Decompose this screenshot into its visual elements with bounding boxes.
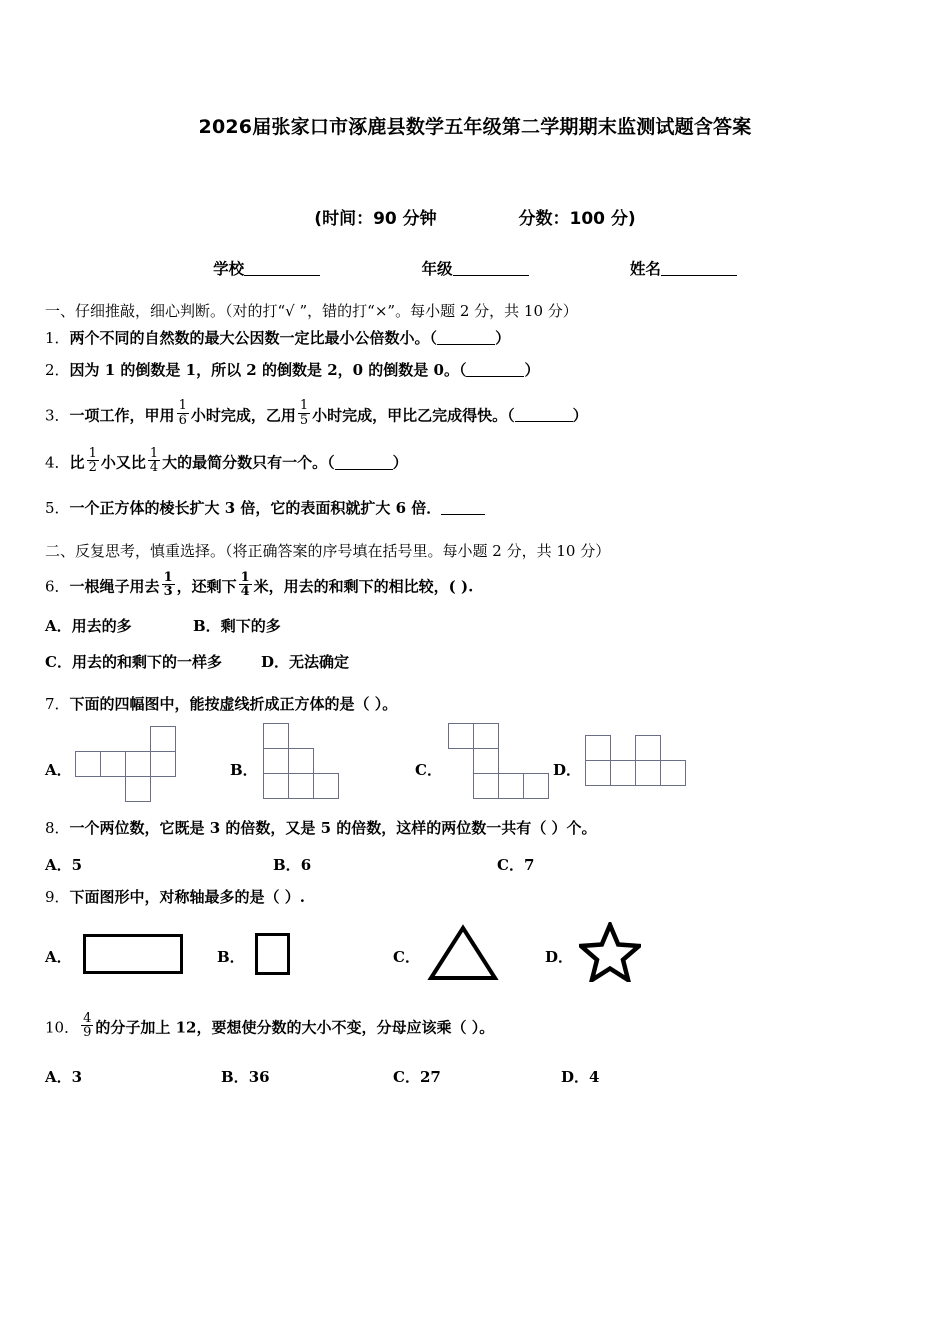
fraction-numerator: 1 [88,445,97,461]
question-9-text: 下面图形中，对称轴最多的是（ ）. [69,887,305,906]
net-cell [585,735,611,761]
question-7-option-b-tag[interactable]: B． [230,761,258,779]
question-9-number: 9． [45,887,70,906]
net-cell [125,751,151,777]
question-3-text-4: ） [572,406,588,425]
question-4-text-3: 大的最简分数只有一个。（ [162,453,335,472]
question-1-blank[interactable] [437,344,495,345]
fraction-denominator: 4 [240,583,250,599]
question-3-fraction-1 [177,399,189,427]
option-tag: B． [193,616,221,635]
question-6-text-2: ，还剩下 [176,577,237,596]
question-10-text: 的分子加上 12，要想使分数的大小不变，分母应该乘（ ）。 [95,1018,495,1037]
exam-time: (时间：90 分钟 [314,209,437,229]
question-2-blank[interactable] [466,376,524,377]
net-cell [75,751,101,777]
net-cell [150,751,176,777]
question-7-option-c-tag[interactable]: C． [415,761,442,779]
net-cell [448,723,474,749]
question-4-blank[interactable] [335,469,393,470]
net-cell [288,748,314,774]
question-6-options-line-2 [45,651,905,673]
field-grade-blank[interactable] [453,275,529,276]
section-1-heading: 一、仔细推敲，细心判断。（对的打“√ ”，错的打“×”。每小题 2 分，共 10 分） [45,302,578,320]
option-tag: A． [45,616,72,635]
net-cell [473,748,499,774]
cube-net-b[interactable] [263,723,353,807]
option-tag: D． [561,1067,590,1086]
question-4-fraction-2 [148,447,160,475]
question-3-text-3: 小时完成，甲比乙完成得快。（ [312,406,515,425]
question-7-number: 7． [45,694,70,713]
fraction-denominator: 5 [299,412,309,428]
question-6-number: 6． [45,577,70,596]
question-10-fraction [81,1012,93,1040]
triangle-shape[interactable] [427,924,499,986]
question-10-option-c[interactable] [393,1066,441,1087]
fraction-numerator: 1 [240,569,250,585]
fraction-numerator: 1 [178,398,187,414]
net-cell [523,773,549,799]
net-cell [288,773,314,799]
net-cell [473,723,499,749]
question-7-figure-row [45,721,905,807]
question-6-option-b[interactable] [193,615,281,636]
question-9-option-b-tag[interactable]: B． [217,948,245,966]
question-2 [45,359,905,382]
question-2-text: 因为 1 的倒数是 1，所以 2 的倒数是 2，0 的倒数是 0。（ [69,361,467,380]
question-8-option-b[interactable] [273,854,311,875]
question-4-fraction-1 [87,447,99,475]
net-cell [660,760,686,786]
option-label: 用去的多 [71,616,132,635]
field-name-label: 姓名 [629,260,661,278]
star-shape[interactable] [579,922,641,986]
field-grade [421,257,528,279]
question-6-options-line-1 [45,615,905,637]
question-4-text-1: 比 [69,453,85,472]
option-label: 4 [589,1067,600,1086]
question-10-option-d[interactable] [561,1066,599,1087]
option-label: 3 [71,1067,83,1086]
option-label: 27 [419,1067,441,1086]
fraction-denominator: 4 [149,460,159,476]
field-school-label: 学校 [213,260,245,278]
fraction-denominator: 6 [178,412,187,428]
question-8-option-c[interactable] [497,854,534,875]
net-cell [585,760,611,786]
question-7-text: 下面的四幅图中，能按虚线折成正方体的是（ ）。 [69,694,398,713]
question-1 [45,327,905,350]
question-3-text-2: 小时完成，乙用 [190,406,296,425]
net-cell [313,773,339,799]
net-cell [263,723,289,749]
question-9-shape-row [45,916,905,994]
cube-net-c[interactable] [448,723,540,807]
net-cell [150,726,176,752]
question-9-option-c-tag[interactable]: C． [393,948,420,966]
net-cell [610,760,636,786]
net-cell [125,776,151,802]
fraction-numerator: 1 [149,445,159,461]
question-3-text-1: 一项工作，甲用 [69,406,175,425]
option-tag: D． [261,652,290,671]
option-tag: B． [273,855,301,874]
question-8-text: 一个两位数，它既是 3 的倍数，又是 5 的倍数，这样的两位数一共有（ ）个。 [69,819,597,837]
question-3-blank[interactable] [515,421,573,422]
option-label: 5 [71,855,83,874]
question-4-text-4: ） [392,453,408,472]
net-cell [263,748,289,774]
question-8 [45,817,905,840]
option-label: 36 [248,1067,270,1086]
question-2-number: 2． [45,361,70,380]
question-6-text-3: 米，用去的和剩下的相比较，( ). [253,577,474,596]
question-5-blank[interactable] [441,514,485,515]
question-10-option-b[interactable] [221,1066,270,1087]
option-tag: A． [45,1067,72,1086]
question-7 [45,693,905,716]
question-7-option-a-tag[interactable]: A． [45,761,72,779]
question-6-option-c[interactable] [45,651,222,672]
question-7-option-d-tag[interactable]: D． [553,761,582,779]
question-4-number: 4． [45,453,70,472]
option-label: 7 [523,855,535,874]
field-name [630,257,737,279]
question-3 [45,398,905,430]
question-8-option-a[interactable] [45,854,82,875]
cube-net-d[interactable] [585,735,701,799]
section-2-heading: 二、反复思考，慎重选择。（将正确答案的序号填在括号里。每小题 2 分，共 10 分） [45,542,611,561]
question-8-options [45,854,905,876]
question-6-option-a[interactable] [45,615,132,636]
option-label: 剩下的多 [220,616,281,635]
option-tag: A． [45,855,72,874]
fraction-denominator: 9 [83,1024,92,1040]
question-6-text-1: 一根绳子用去 [69,577,160,596]
field-name-blank[interactable] [661,275,737,276]
question-9 [45,886,905,909]
option-tag: C． [45,652,72,671]
cube-net-a[interactable] [75,725,187,803]
question-9-option-d-tag[interactable]: D． [545,948,574,966]
rectangle-shape[interactable] [83,934,183,974]
page-content [45,0,905,1088]
question-6 [45,569,905,601]
fraction-denominator: 2 [88,460,97,476]
question-8-number: 8． [45,819,70,837]
net-cell [100,751,126,777]
page-title: 2026届张家口市涿鹿县数学五年级第二学期期末监测试题含答案 [198,116,752,138]
fraction-denominator: 3 [163,583,173,599]
question-10-options [45,1066,905,1088]
exam-meta [45,204,905,229]
question-10-number: 10． [45,1018,80,1037]
question-5-number: 5． [45,498,70,517]
question-3-fraction-2 [298,399,310,427]
question-9-option-a-tag[interactable]: A． [45,948,72,966]
question-3-number: 3． [45,406,70,425]
field-school [213,257,320,279]
question-5 [45,497,905,520]
net-cell [473,773,499,799]
net-cell [635,735,661,761]
question-1-text-end: ） [495,328,511,347]
fraction-numerator: 1 [163,569,173,585]
net-cell [263,773,289,799]
square-shape[interactable] [255,933,290,975]
net-cell [498,773,524,799]
option-label: 用去的和剩下的一样多 [71,652,222,671]
field-school-blank[interactable] [244,275,320,276]
question-4-text-2: 小又比 [100,453,146,472]
student-fields [45,257,905,279]
question-1-text: 两个不同的自然数的最大公因数一定比最小公倍数小。（ [69,328,438,347]
fraction-numerator: 1 [299,398,309,414]
question-6-fraction-2 [239,571,252,599]
option-tag: B． [221,1067,249,1086]
question-10-option-a[interactable] [45,1066,82,1087]
option-tag: C． [497,855,524,874]
option-label: 无法确定 [289,652,350,671]
question-10 [45,1010,905,1042]
question-6-option-d[interactable] [261,651,349,672]
option-tag: C． [393,1067,420,1086]
question-5-text: 一个正方体的棱长扩大 3 倍，它的表面积就扩大 6 倍． [69,498,442,517]
option-label: 6 [300,855,312,874]
question-4 [45,445,905,477]
exam-score: 分数：100 分) [518,209,636,229]
question-6-fraction-1 [162,571,175,599]
question-2-text-end: ） [524,361,540,380]
fraction-numerator: 4 [83,1010,92,1026]
field-grade-label: 年级 [421,260,453,278]
net-cell [635,760,661,786]
question-1-number: 1． [45,328,70,347]
